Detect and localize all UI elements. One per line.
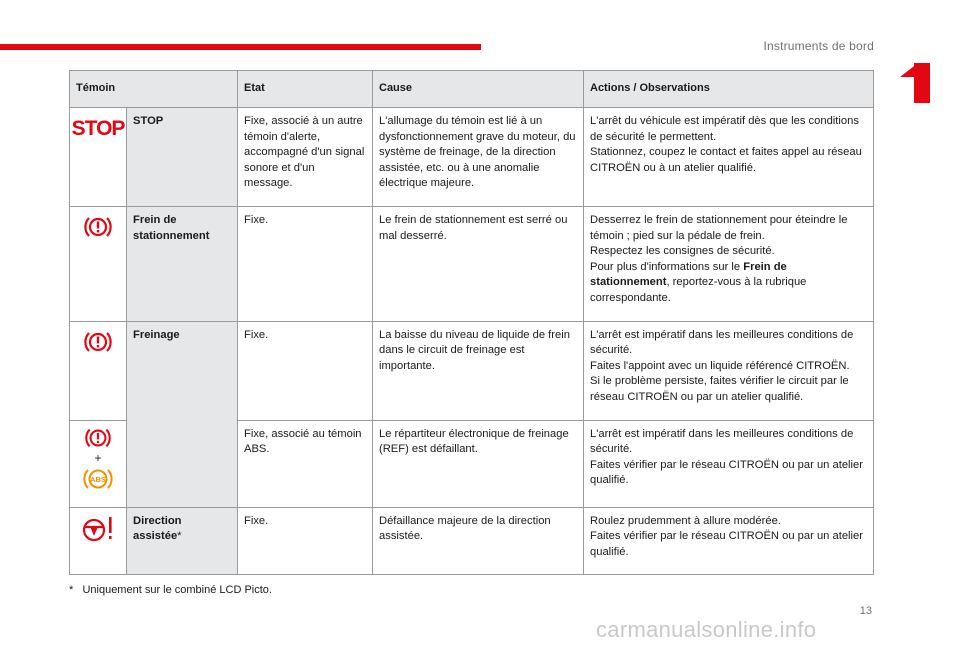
temoin-label: Freinage [127,321,238,507]
svg-text:ABS: ABS [90,474,106,484]
column-header-temoin: Témoin [70,71,238,108]
brake-warning-icon [83,213,113,241]
action-cell: Roulez prudemment à allure modérée. Faites vérifier par le réseau CITROËN ou par un atelier qualifié. [584,507,874,575]
cause-cell: L'allumage du témoin est lié à un dysfonctionnement grave du moteur, du système de freinage, de la direction assistée, etc. ou à une anomalie électrique majeure. [373,108,584,207]
cause-cell: Le frein de stationnement est serré ou mal desserré. [373,206,584,321]
table-row [70,507,874,575]
watermark: carmanualsonline.info [596,617,817,642]
etat-cell: Fixe. [238,321,373,420]
brake-warning-icon [83,328,113,356]
temoin-label-text: Direction assistée [133,514,182,543]
action-bold-ref: Frein de stationnement [590,260,787,289]
page-number: 13 [859,605,872,617]
column-header-etat: Etat [238,71,373,108]
warning-lights-table [69,70,874,575]
action-text-end: , reportez-vous à la rubrique correspondante. [590,276,807,304]
action-cell: L'arrêt est impératif dans les meilleures conditions de sécurité. Faites l'appoint avec un liquide référencé CITROËN. Si le problème persiste, faites vérifier le circuit par le réseau CITROËN ou par un atelier qualifié. [584,321,874,420]
table-row [70,206,874,321]
table-header-row [70,71,874,108]
etat-cell: Fixe, associé au témoin ABS. [238,420,373,507]
etat-cell: Fixe. [238,507,373,575]
icon-cell [70,321,127,420]
footnote-marker: * [69,584,74,596]
svg-text:STOP: STOP [71,117,125,140]
cause-cell: Le répartiteur électronique de freinage (REF) est défaillant. [373,420,584,507]
icon-cell [70,206,127,321]
chapter-number [896,55,960,107]
icon-cell [70,507,127,575]
action-cell: L'arrêt du véhicule est impératif dès que les conditions de sécurité le permettent. Stationnez, coupez le contact et faites appel au réseau CITROËN ou à un atelier qualifié. [584,108,874,207]
brake-warning-icon [83,425,113,451]
icon-cell [70,108,127,207]
stop-warning-icon [71,114,125,140]
footnote [69,584,272,596]
etat-cell: Fixe. [238,206,373,321]
table-row [70,108,874,207]
footnote-ref: * [177,530,182,543]
footnote-text: Uniquement sur le combiné LCD Picto. [82,584,272,596]
column-header-cause: Cause [373,71,584,108]
steering-warning-icon [79,514,117,544]
cause-cell: Défaillance majeure de la direction assistée. [373,507,584,575]
icon-cell [70,420,127,507]
temoin-label: Frein de stationnement [127,206,238,321]
section-title: Instruments de bord [763,39,874,53]
temoin-label: STOP [127,108,238,207]
header-accent-bar [0,44,481,50]
table-row [70,321,874,420]
temoin-label [127,507,238,575]
cause-cell: La baisse du niveau de liquide de frein dans le circuit de freinage est importante. [373,321,584,420]
action-cell [584,206,874,321]
plus-sign: + [94,450,102,465]
action-cell: L'arrêt est impératif dans les meilleures conditions de sécurité. Faites vérifier par le réseau CITROËN ou par un atelier qualifié. [584,420,874,507]
action-text: Desserrez le frein de stationnement pour éteindre le témoin ; pied sur la pédale de frein. Respectez les consignes de sécurité. Pour plus d'informations sur le [590,213,848,273]
abs-warning-icon [82,465,114,493]
etat-cell: Fixe, associé à un autre témoin d'alerte, accompagné d'un signal sonore et d'un message. [238,108,373,207]
column-header-actions: Actions / Observations [584,71,874,108]
